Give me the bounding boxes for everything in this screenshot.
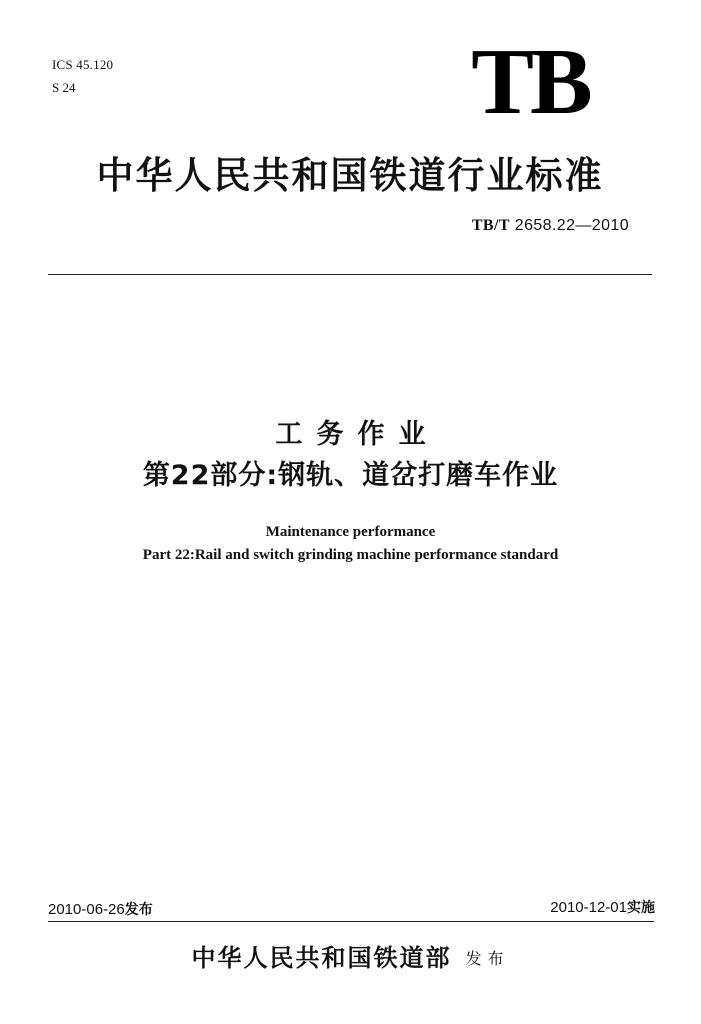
issue-date (48, 900, 153, 920)
ics-classification: ICS 45.120 (52, 57, 114, 72)
implementation-date (550, 898, 655, 918)
issue-date-label: 发布 (124, 902, 153, 918)
implementation-date-label: 实施 (627, 900, 655, 916)
standard-type-title: 中华人民共和国铁道行业标准 (96, 153, 604, 197)
standard-number (472, 216, 629, 236)
english-title-part: Part 22:Rail and switch grinding machine performance standard (142, 547, 559, 563)
publisher-line (0, 942, 701, 975)
publisher-name: 中华人民共和国铁道部 (191, 943, 452, 972)
document-title-part: 第22部分:钢轨、道岔打磨车作业 (142, 460, 559, 491)
top-divider (48, 274, 652, 275)
implementation-date-value: 2010-12-01 (550, 899, 627, 916)
english-title-main: Maintenance performance (265, 524, 436, 540)
publisher-action: 发布 (465, 949, 510, 968)
standard-number-value: 2658.22—2010 (514, 217, 629, 234)
standard-number-prefix: TB/T (471, 217, 510, 234)
document-title-main: 工务作业 (275, 419, 440, 450)
issue-date-value: 2010-06-26 (48, 901, 125, 918)
tb-logo: TB (471, 30, 589, 134)
standard-category-code: S 24 (52, 80, 76, 95)
bottom-divider (48, 921, 654, 922)
